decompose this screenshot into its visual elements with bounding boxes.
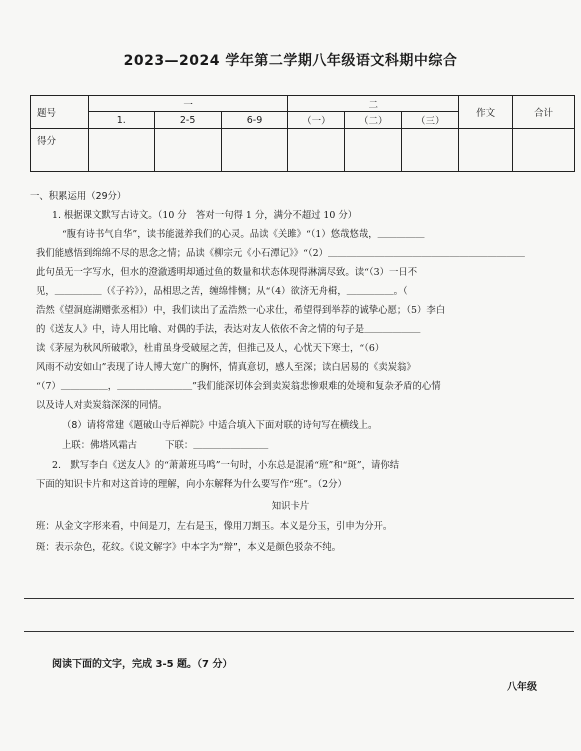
couplet-line: 上联：佛塔风霜古 下联：＿＿＿＿＿＿＿＿ <box>62 440 269 451</box>
question-line: 的《送友人》中，诗人用比喻、对偶的手法，表达对友人依依不舍之情的句子是＿＿＿＿＿＿ <box>36 324 421 335</box>
score-cell <box>221 129 288 172</box>
question-line: 2. 默写李白《送友人》的“萧萧班马鸣”一句时，小东总是混淆“班”和“斑”，请你结 <box>52 460 400 471</box>
score-table-header-part2: 二 <box>288 96 459 112</box>
score-table-sub-1: 1. <box>88 112 154 129</box>
score-table <box>30 95 575 172</box>
question-line: 读《茅屋为秋风所破歌》，杜甫虽身受破屋之苦，但推己及人，心忧天下寒士，“（6） <box>36 343 385 354</box>
question-line: （8）请将常建《题破山寺后禅院》中适合填入下面对联的诗句写在横线上。 <box>62 420 378 431</box>
score-table-header-part1: 一 <box>88 96 288 112</box>
question-line: 浩然《望洞庭湖赠张丞相》）中，我们读出了孟浩然一心求仕，希望得到举荐的诚挚心愿；（5）李白 <box>36 305 446 316</box>
question-line: 此句虽无一字写水，但水的澄澈透明却通过鱼的数量和状态体现得淋漓尽致。读“（3）一日不 <box>36 267 418 278</box>
knowledge-card-title: 知识卡片 <box>271 501 310 512</box>
score-table-sub-6: （三） <box>402 112 459 129</box>
grade-label: 八年级 <box>507 682 537 693</box>
question-line: 下面的知识卡片和对这首诗的理解，向小东解释为什么要写作“班”。（2分） <box>36 479 347 490</box>
score-table-sub-5: （二） <box>345 112 402 129</box>
reading-prompt: 阅读下面的文字，完成 3-5 题。（7 分） <box>52 659 233 670</box>
score-table-header-total: 合计 <box>513 96 575 129</box>
score-cell <box>88 129 154 172</box>
score-cell <box>402 129 459 172</box>
score-table-sub-3: 6-9 <box>221 112 288 129</box>
knowledge-card-line: 班：从金文字形来看，中间是刀，左右是玉，像用刀割玉。本义是分玉，引申为分开。 <box>36 521 393 532</box>
answer-line <box>24 631 574 632</box>
knowledge-card-line: 斑：表示杂色，花纹。《说文解字》中本字为“辩”，本义是颜色驳杂不纯。 <box>36 542 342 553</box>
score-cell <box>154 129 221 172</box>
question-line: “腹有诗书气自华”，读书能滋养我们的心灵。品读《关雎》“（1）悠哉悠哉，＿＿＿＿＿ <box>62 229 425 240</box>
question-line: 风雨不动安如山”表现了诗人博大宽广的胸怀，情真意切，感人至深；读白居易的《卖炭翁》 <box>36 362 416 373</box>
score-table-sub-2: 2-5 <box>154 112 221 129</box>
question-line: 见，＿＿＿＿＿（《子衿》），品相思之苦，缠绵悱恻；从“（4）欲济无舟楫，＿＿＿＿＿。（ <box>36 286 408 297</box>
score-cell <box>345 129 402 172</box>
question-line: 我们能感悟到绵绵不尽的思念之情；品读《柳宗元《小石潭记》》“（2）＿＿＿＿＿＿＿＿＿＿＿＿＿＿＿＿＿＿＿＿＿ <box>36 248 525 259</box>
answer-line <box>24 598 574 599</box>
score-table-header-essay: 作文 <box>459 96 513 129</box>
score-cell <box>288 129 345 172</box>
question-line: 以及诗人对卖炭翁深深的同情。 <box>36 400 168 411</box>
score-table-score-label: 得分 <box>31 129 89 172</box>
question-line: “（7）＿＿＿＿＿，＿＿＿＿＿＿＿＿”我们能深切体会到卖炭翁悲惨艰难的处境和复杂矛盾的心情 <box>36 381 441 392</box>
question-line: 1. 根据课文默写古诗文。（10 分 答对一句得 1 分，满分不超过 10 分） <box>52 210 358 221</box>
score-table-header-question: 题号 <box>31 96 89 129</box>
score-table-sub-4: （一） <box>288 112 345 129</box>
score-cell <box>513 129 575 172</box>
section-title: 一、积累运用（29分） <box>30 191 127 202</box>
score-cell <box>459 129 513 172</box>
page-title: 2023—2024 学年第二学期八年级语文科期中综合 <box>123 53 458 69</box>
